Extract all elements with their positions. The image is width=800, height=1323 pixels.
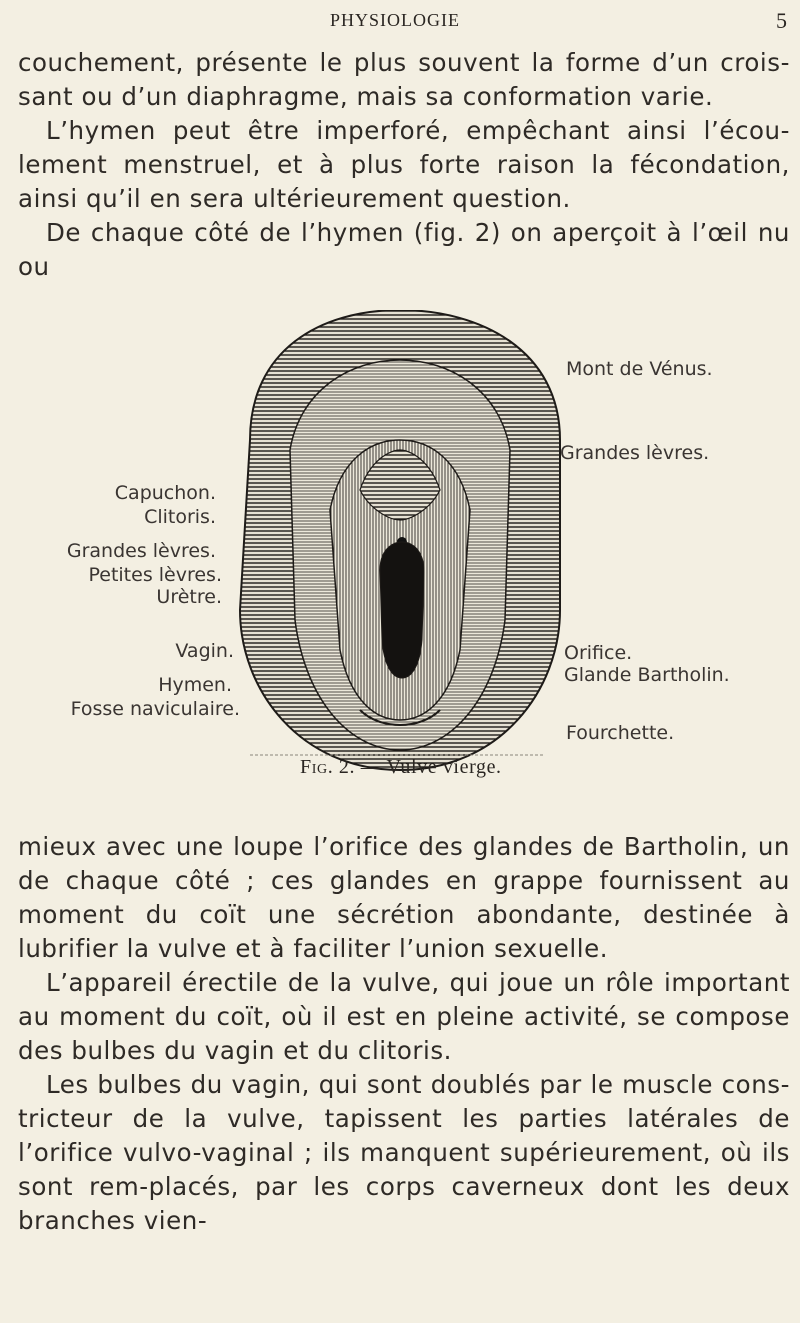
running-title: PHYSIOLOGIE <box>330 10 460 30</box>
label-capuchon: Capuchon. <box>114 482 216 504</box>
caption-text: — Vulve vierge. <box>360 756 502 778</box>
figure-caption <box>300 756 502 779</box>
label-uretre: Urètre. <box>156 586 222 608</box>
page-number: 5 <box>776 8 787 33</box>
running-head <box>0 6 800 36</box>
label-fourchette: Fourchette. <box>566 722 675 744</box>
label-petites-levres: Petites lèvres. <box>88 564 222 586</box>
label-clitoris: Clitoris. <box>144 506 216 528</box>
paragraph-6: Les bulbes du vagin, qui sont doublés par le muscle cons-tricteur de la vulve, tapissent les parties latérales de l’orifice vulvo-vaginal ; ils manquent supérieurement, où ils sont rem-placés, par les corps caverneux dont les deux branches vien- <box>18 1070 790 1235</box>
body-text-top <box>18 46 790 284</box>
paragraph-1: couchement, présente le plus souvent la forme d’un crois-sant ou d’un diaphragme, mais sa conformation varie. <box>18 48 790 111</box>
label-fosse-naviculaire: Fosse naviculaire. <box>70 698 240 720</box>
body-text-bottom <box>18 830 790 1238</box>
label-orifice: Orifice. <box>564 642 633 664</box>
label-hymen: Hymen. <box>158 674 232 696</box>
label-grandes-levres-left: Grandes lèvres. <box>66 540 216 562</box>
label-vagin: Vagin. <box>175 640 234 662</box>
label-grandes-levres-right: Grandes lèvres. <box>560 442 710 464</box>
paragraph-5: L’appareil érectile de la vulve, qui joue un rôle important au moment du coït, où il est en pleine activité, se compose des bulbes du vagin et du clitoris. <box>18 968 790 1065</box>
paragraph-2: L’hymen peut être imperforé, empêchant ainsi l’écou-lement menstruel, et à plus forte raison la fécondation, ainsi qu’il en sera ultérieurement question. <box>18 116 790 213</box>
caption-prefix: Fig. 2. <box>300 756 356 778</box>
paragraph-4: mieux avec une loupe l’orifice des glandes de Bartholin, un de chaque côté ; ces glandes en grappe fournissent au moment du coït une sécrétion abondante, destinée à lubrifier la vulve et à faciliter l’union sexuelle. <box>18 832 790 963</box>
figure-vulve <box>0 310 800 780</box>
vagina-opening <box>380 542 424 678</box>
paragraph-3: De chaque côté de l’hymen (fig. 2) on aperçoit à l’œil nu ou <box>18 218 790 281</box>
label-glande-bartholin: Glande Bartholin. <box>564 664 730 686</box>
label-mont-de-venus: Mont de Vénus. <box>566 358 713 380</box>
